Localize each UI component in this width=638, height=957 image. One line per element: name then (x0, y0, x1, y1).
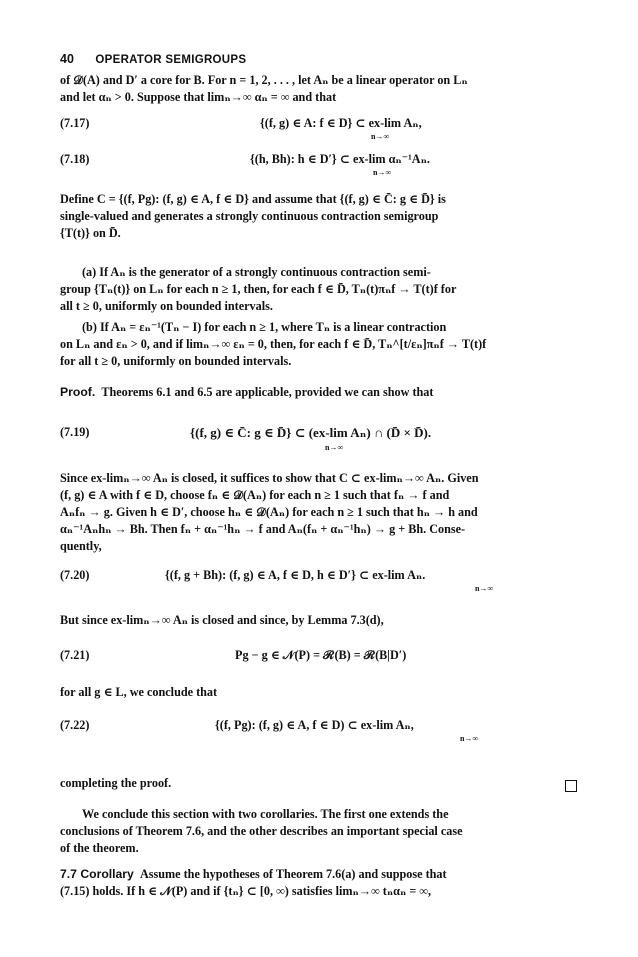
part-b (60, 319, 580, 370)
text-line: But since ex-limₙ→∞ Aₙ is closed and since, by Lemma 7.3(d), (60, 613, 384, 627)
text-line: and let αₙ > 0. Suppose that limₙ→∞ αₙ = ∞ and that (60, 90, 337, 104)
since-paragraph (60, 470, 580, 555)
text-line: (7.15) holds. If h ∈ 𝒩(P) and if {tₙ} ⊂ [0, ∞) satisfies limₙ→∞ tₙαₙ = ∞, (60, 884, 432, 898)
proof-text: Theorems 6.1 and 6.5 are applicable, provided we can show that (101, 385, 434, 399)
text-line: (b) If Aₙ = εₙ⁻¹(Tₙ − I) for each n ≥ 1, where Tₙ is a linear contraction (82, 320, 447, 334)
equation-body: {(f, Pg): (f, g) ∈ A, f ∈ D) ⊂ ex-lim Aₙ, (215, 718, 414, 732)
text-line: Aₙfₙ → g. Given h ∈ D′, choose hₙ ∈ 𝒟(Aₙ) for each n ≥ 1 such that hₙ → h and (60, 505, 478, 519)
qed-box-icon (565, 780, 577, 792)
equation-number: (7.18) (60, 152, 90, 166)
text-line: Define C = {(f, Pg): (f, g) ∈ A, f ∈ D} and assume that {(f, g) ∈ C̄: g ∈ D̄} is (60, 192, 446, 206)
text-line: completing the proof. (60, 776, 172, 790)
limit-subscript: n→∞ (373, 168, 392, 177)
page-number: 40 (60, 52, 74, 66)
text-line: on Lₙ and εₙ > 0, and if limₙ→∞ εₙ = 0, then, for each f ∈ D̄, Tₙ^[t/εₙ]πₙf → T(t)f (60, 337, 487, 351)
limit-subscript: n→∞ (475, 584, 494, 593)
equation-body: Pg − g ∈ 𝒩(P) = ℛ(B) = ℛ(B|D′) (235, 648, 407, 662)
equation-body: {(f, g) ∈ A: f ∈ D} ⊂ ex-lim Aₙ, (260, 116, 422, 130)
text-line: of the theorem. (60, 841, 139, 855)
equation-number: (7.21) (60, 648, 90, 662)
limit-subscript: n→∞ (460, 734, 479, 743)
running-header (60, 52, 246, 66)
text-line: Since ex-limₙ→∞ Aₙ is closed, it suffices to show that C ⊂ ex-limₙ→∞ Aₙ. Given (60, 471, 479, 485)
text-line: quently, (60, 539, 102, 553)
text-line: for all t ≥ 0, uniformly on bounded intervals. (60, 354, 292, 368)
intro-paragraph (60, 72, 580, 106)
equation-body: {(h, Bh): h ∈ D′} ⊂ ex-lim αₙ⁻¹Aₙ. (250, 152, 430, 166)
completing-line (60, 775, 580, 792)
text-line: (a) If Aₙ is the generator of a strongly continuous contraction semi- (82, 265, 431, 279)
equation-7-21 (60, 648, 580, 668)
running-title: OPERATOR SEMIGROUPS (95, 54, 247, 66)
text-line: group {Tₙ(t)} on Lₙ for each n ≥ 1, then, for each f ∈ D̄, Tₙ(t)πₙf → T(t)f for (60, 282, 457, 296)
corollary-7-7 (60, 866, 580, 900)
equation-number: (7.17) (60, 116, 90, 130)
conclude-paragraph (60, 806, 580, 857)
proof-label: Proof. (60, 385, 96, 399)
text-line: of 𝒟(A) and D′ a core for B. For n = 1, 2, . . . , let Aₙ be a linear operator on Lₙ (60, 73, 468, 87)
text-line: for all g ∈ L, we conclude that (60, 685, 218, 699)
text-line: {T(t)} on D̄. (60, 226, 121, 240)
equation-7-20 (60, 568, 580, 593)
part-a (60, 264, 580, 315)
limit-subscript: n→∞ (371, 132, 390, 141)
equation-7-22 (60, 718, 580, 743)
but-since-line (60, 612, 580, 629)
text-line: We conclude this section with two corollaries. The first one extends the (82, 807, 449, 821)
text-line: Assume the hypotheses of Theorem 7.6(a) and suppose that (139, 867, 447, 881)
equation-number: (7.19) (60, 425, 90, 439)
text-line: single-valued and generates a strongly continuous contraction semigroup (60, 209, 439, 223)
equation-body: {(f, g + Bh): (f, g) ∈ A, f ∈ D, h ∈ D′} ⊂ ex-lim Aₙ. (165, 568, 426, 582)
proof-intro (60, 384, 580, 401)
equation-7-18 (60, 152, 580, 177)
equation-7-19 (60, 425, 580, 452)
corollary-label: 7.7 Corollary (60, 867, 134, 881)
text-line: (f, g) ∈ A with f ∈ D, choose fₙ ∈ 𝒟(Aₙ) for each n ≥ 1 such that fₙ → f and (60, 488, 450, 502)
for-all-line (60, 684, 580, 701)
text-line: αₙ⁻¹Aₙhₙ → Bh. Then fₙ + αₙ⁻¹hₙ → f and Aₙ(fₙ + αₙ⁻¹hₙ) → g + Bh. Conse- (60, 522, 466, 536)
text-line: all t ≥ 0, uniformly on bounded intervals. (60, 299, 273, 313)
equation-7-17 (60, 116, 580, 141)
limit-subscript: n→∞ (325, 443, 344, 452)
equation-number: (7.20) (60, 568, 90, 582)
text-line: conclusions of Theorem 7.6, and the other describes an important special case (60, 824, 463, 838)
equation-body: {(f, g) ∈ C̄: g ∈ D̄} ⊂ (ex-lim Aₙ) ∩ (D̄ × D̄). (190, 425, 432, 440)
define-paragraph (60, 191, 580, 242)
equation-number: (7.22) (60, 718, 90, 732)
